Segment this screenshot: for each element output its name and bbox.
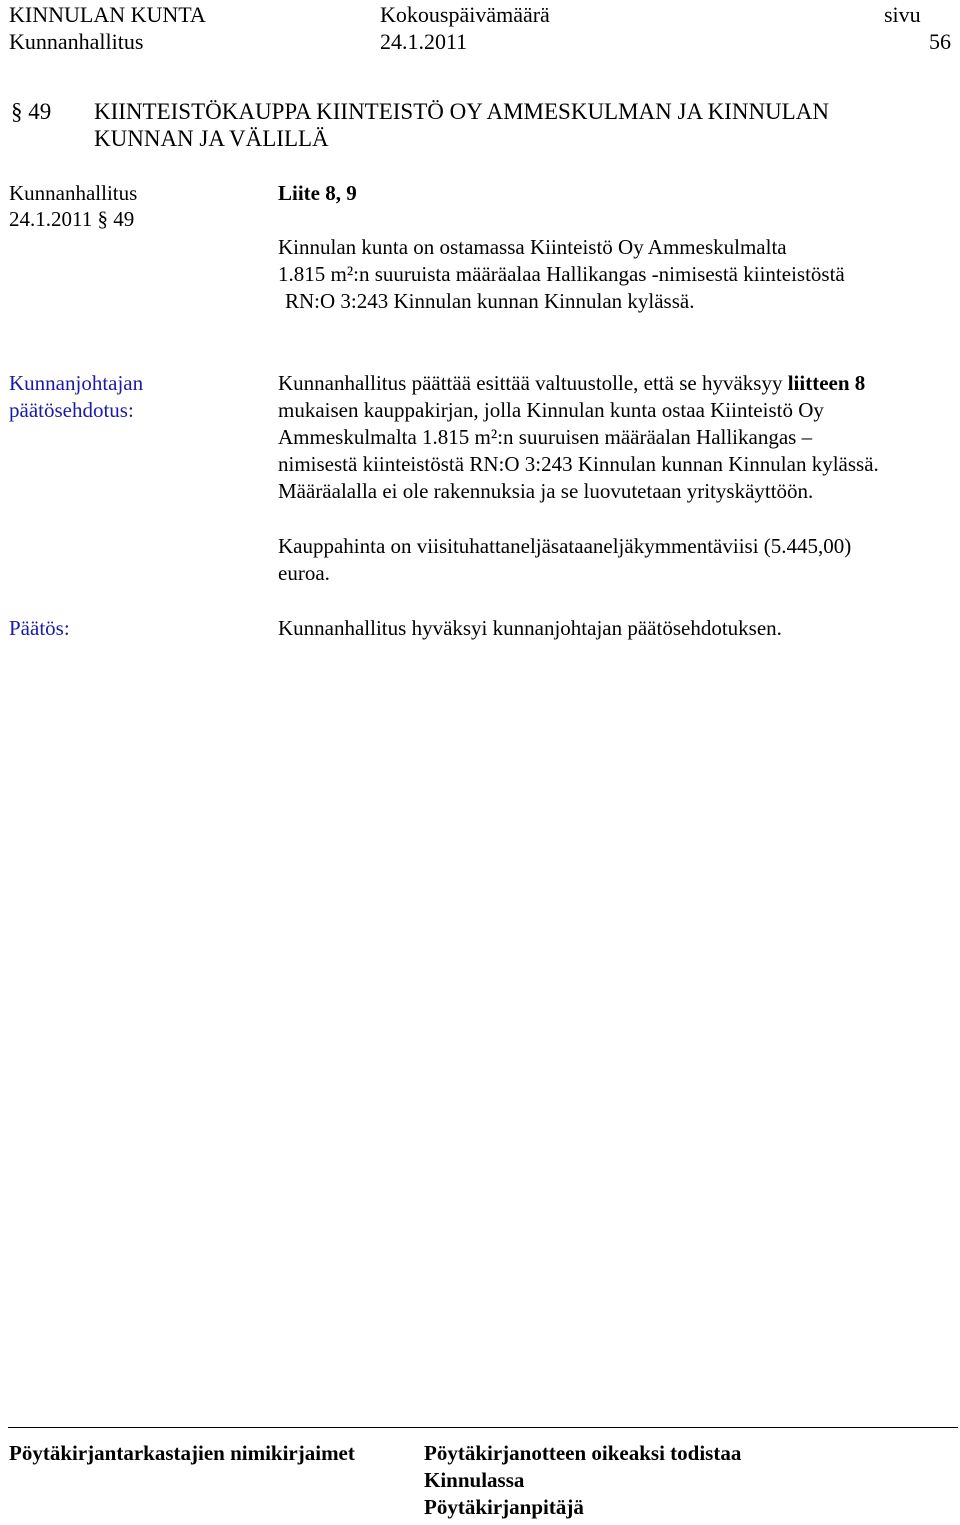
section-symbol: § (11, 99, 23, 124)
header-page-number: 56 (929, 29, 951, 54)
decision-label: Päätös: (9, 616, 70, 640)
proposal-line-5: Määräalalla ei ole rakennuksia ja se luovutetaan yrityskäyttöön. (278, 479, 814, 503)
footer-certify-label: Pöytäkirjanotteen oikeaksi todistaa (424, 1441, 742, 1465)
proposal-line-1 (278, 370, 865, 397)
footer-place: Kinnulassa (424, 1468, 525, 1492)
decision-text: Kunnanhallitus hyväksyi kunnanjohtajan päätösehdotuksen. (278, 616, 782, 640)
section-number-value: 49 (28, 99, 52, 124)
proposal-label-line2: päätösehdotus: (9, 398, 134, 422)
proposal-line-3: Ammeskulmalta 1.815 m²:n suuruisen määräalan Hallikangas – (278, 425, 813, 449)
intro-line-2: 1.815 m²:n suuruista määräalaa Hallikangas -nimisestä kiinteistöstä (278, 262, 845, 286)
footer-initials-label: Pöytäkirjantarkastajien nimikirjaimet (9, 1441, 355, 1465)
reference-body: Kunnanhallitus (9, 181, 138, 205)
header-date: 24.1.2011 (380, 29, 468, 54)
header-page-label: sivu (884, 2, 921, 27)
proposal-attachment-ref: liitteen 8 (787, 371, 866, 395)
proposal-line-4: nimisestä kiinteistöstä RN:O 3:243 Kinnulan kunnan Kinnulan kylässä. (278, 452, 879, 476)
proposal-price-line2: euroa. (278, 561, 330, 585)
section-title-line1: KIINTEISTÖKAUPPA KIINTEISTÖ OY AMMESKULMAN JA KINNULAN (94, 99, 829, 124)
proposal-price-line1: Kauppahinta on viisituhattaneljäsataaneljäkymmentäviisi (5.445,00) (278, 534, 852, 558)
header-org: KINNULAN KUNTA (9, 2, 206, 27)
proposal-line-2: mukaisen kauppakirjan, jolla Kinnulan kunta ostaa Kiinteistö Oy (278, 398, 824, 422)
proposal-line-1-text: Kunnanhallitus päättää esittää valtuustolle, että se hyväksyy (278, 371, 788, 395)
intro-line-3: RN:O 3:243 Kinnulan kunnan Kinnulan kylässä. (285, 289, 695, 313)
reference-date-item: 24.1.2011 § 49 (9, 207, 135, 231)
footer-secretary-label: Pöytäkirjanpitäjä (424, 1495, 584, 1519)
section-number (11, 98, 51, 125)
header-date-label: Kokouspäivämäärä (380, 2, 550, 27)
reference-attachment: Liite 8, 9 (278, 181, 357, 205)
proposal-label-line1: Kunnanjohtajan (9, 371, 144, 395)
footer-divider (8, 1427, 958, 1428)
intro-line-1: Kinnulan kunta on ostamassa Kiinteistö Oy Ammeskulmalta (278, 235, 787, 259)
header-body: Kunnanhallitus (9, 29, 144, 54)
section-title-line2: KUNNAN JA VÄLILLÄ (94, 126, 329, 151)
